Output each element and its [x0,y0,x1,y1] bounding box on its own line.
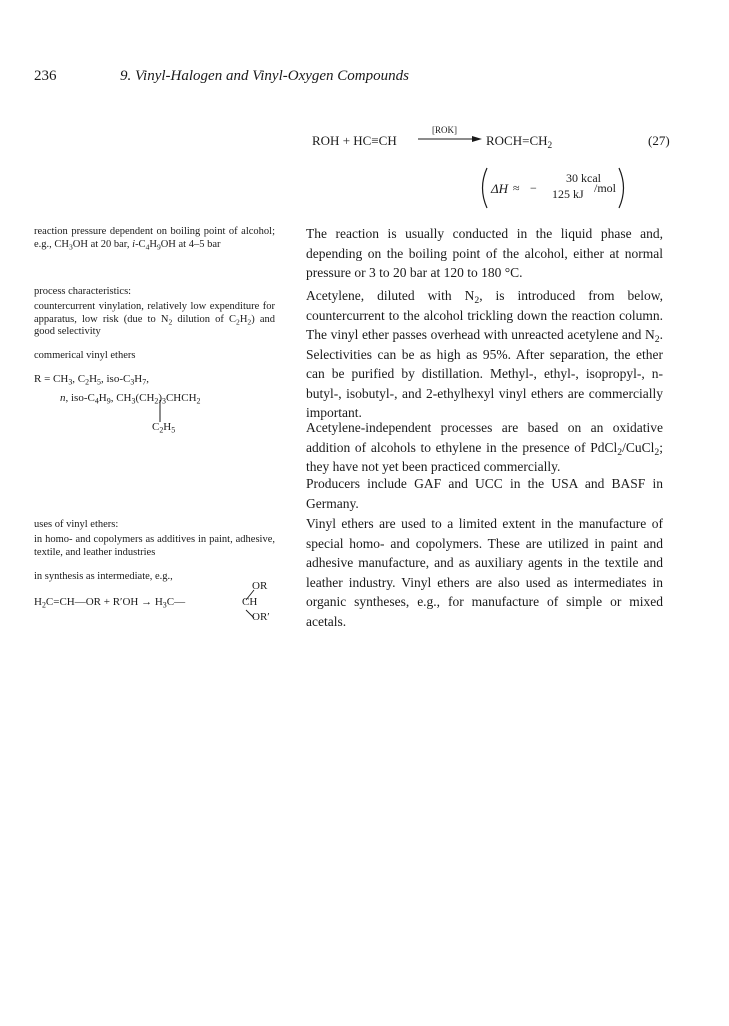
note-text: reaction pressure dependent on boiling point of alcohol; e.g., CH [34,226,275,250]
r-italic: n [60,392,66,404]
p3-sub-b: 2 [654,446,660,458]
p3-text-b: /CuCl [622,439,655,455]
r-sub: 2 [154,396,159,406]
note-text: ) and good selectivity [34,313,275,337]
ac-text: C=CH—OR + R′OH → H [45,596,163,608]
margin-note-uses-polymers: in homo- and copolymers as additives in paint, adhesive, textile, and leather industries [34,534,275,558]
enthalpy-unit: /mol [594,181,617,195]
note-text: OH at 20 bar, [72,238,133,250]
r-sub: 5 [97,377,101,387]
r-text: , iso-C [65,392,95,404]
enthalpy-approx: ≈ [513,181,520,195]
r-text: , CH [110,392,132,404]
paragraph-alternative-processes [306,418,663,477]
r-groups-line-1 [34,373,149,385]
enthalpy-kj: 125 kJ [552,187,584,201]
margin-note-uses-synthesis: in synthesis as intermediate, e.g., [34,571,173,582]
paragraph-producers: Producers include GAF and UCC in the USA and BASF in Germany. [306,476,663,511]
r-sub: 7 [142,377,147,387]
enthalpy-symbol: ΔH [491,181,509,196]
equation-product [486,133,552,149]
p2-text-a: Acetylene, diluted with N [306,288,475,303]
r-text: CHCH [165,392,197,404]
enthalpy-minus: − [530,181,537,195]
p3-text-c: ; they have not yet been practiced commercially. [306,439,663,474]
r-text: , iso-C [100,373,131,385]
equation-catalyst: [ROK] [432,125,457,135]
note-sub: 3 [69,241,73,251]
r-sub: 2 [159,425,164,435]
note-sub: 4 [145,241,150,251]
branch-bond-icon [158,400,162,422]
r-sub: 3 [130,377,135,387]
r-groups-line-2 [60,392,200,404]
note-text: H [149,238,157,250]
ethyl-branch [152,421,175,433]
enthalpy-kcal: 30 kcal [566,171,601,185]
p2-sub-a: 2 [474,294,480,306]
p2-text-c: . Selectivities can be as high as 95%. After separation, the ether can be purified by distillation. Methyl-, ethyl-, isopropyl-, n-butyl-, isobutyl-, and 2-ethylhexyl vinyl ethers are commercially important. [306,327,663,420]
r-text: H [98,392,107,404]
r-text: R = CH [34,373,69,385]
r-sub: 2 [196,396,201,406]
product-formula: ROCH=CH [486,133,548,148]
note-text: H [239,313,248,325]
note-text: countercurrent vinylation, relatively low expenditure for apparatus, low risk (due to N [34,301,275,325]
r-sub: 4 [94,396,99,406]
product-subscript: 2 [547,140,553,151]
r-sub: 9 [106,396,111,406]
r-text: (CH [135,392,155,404]
r-text: , [146,373,149,385]
ac-sub: 3 [162,600,167,610]
p2-text-b: , is introduced from below, countercurrent to the alcohol trickling down the reaction column. The vinyl ether passes overhead with unreacted acetylene and N [306,288,664,342]
paragraph-uses: Vinyl ethers are used to a limited extent in the manufacture of special homo- and copolymers. These are utilized in paint and adhesive manufacture, and as auxiliary agents in the textile and leather industry. Vinyl ethers are also used as intermediates in organic syntheses, e.g., for manufacture of simple or mixed acetals. [306,516,663,629]
margin-note-uses-heading: uses of vinyl ethers: [34,519,119,530]
margin-note-process-characteristics [34,301,275,339]
page-number: 236 [34,68,57,84]
r-text: H [163,421,172,433]
r-text: ) [158,392,163,404]
margin-note-process-heading: process characteristics: [34,286,132,297]
paragraph-process [306,286,663,423]
ac-sub: 2 [41,600,46,610]
acetal-or-prime: OR′ [252,611,270,623]
r-text: H [89,373,98,385]
acetal-ch: CH [242,596,258,608]
p2-sub-b: 2 [654,333,660,345]
p3-text-a: Acetylene-independent processes are based on an oxidative addition of alcohols to ethylene in the presence of PdCl [306,420,663,455]
equation-reactants: ROH + HC≡CH [312,133,397,148]
margin-note-commercial-ethers: commerical vinyl ethers [34,350,136,361]
r-text: C [152,421,160,433]
r-sub: 2 [85,377,90,387]
note-text: -C [135,238,146,250]
ac-text: C— [166,596,186,608]
acetal-or: OR [252,580,268,592]
note-sub: 2 [168,316,173,326]
note-text: OH at 4–5 bar [160,238,221,250]
chapter-title: 9. Vinyl-Halogen and Vinyl-Oxygen Compounds [120,68,409,84]
note-text: dilution of C [172,313,237,325]
margin-note-pressure [34,226,275,251]
p3-sub-a: 2 [617,446,623,458]
r-sub: 3 [162,396,166,406]
equation-number: (27) [648,133,670,148]
note-sub: 2 [247,316,252,326]
r-text: H [134,373,143,385]
note-sub: 2 [236,316,240,326]
ac-text: H [34,596,42,608]
acetal-equation [34,596,185,608]
r-sub: 3 [131,396,136,406]
r-text: , C [72,373,86,385]
r-sub: 3 [68,377,73,387]
r-sub: 5 [171,425,176,435]
note-sub: 9 [156,241,161,251]
paragraph-reaction-conditions: The reaction is usually conducted in the liquid phase and, depending on the boiling point of the alcohol, either at normal pressure or 3 to 20 bar at 120 to 180 °C. [306,226,663,280]
note-italic: i [132,238,136,250]
